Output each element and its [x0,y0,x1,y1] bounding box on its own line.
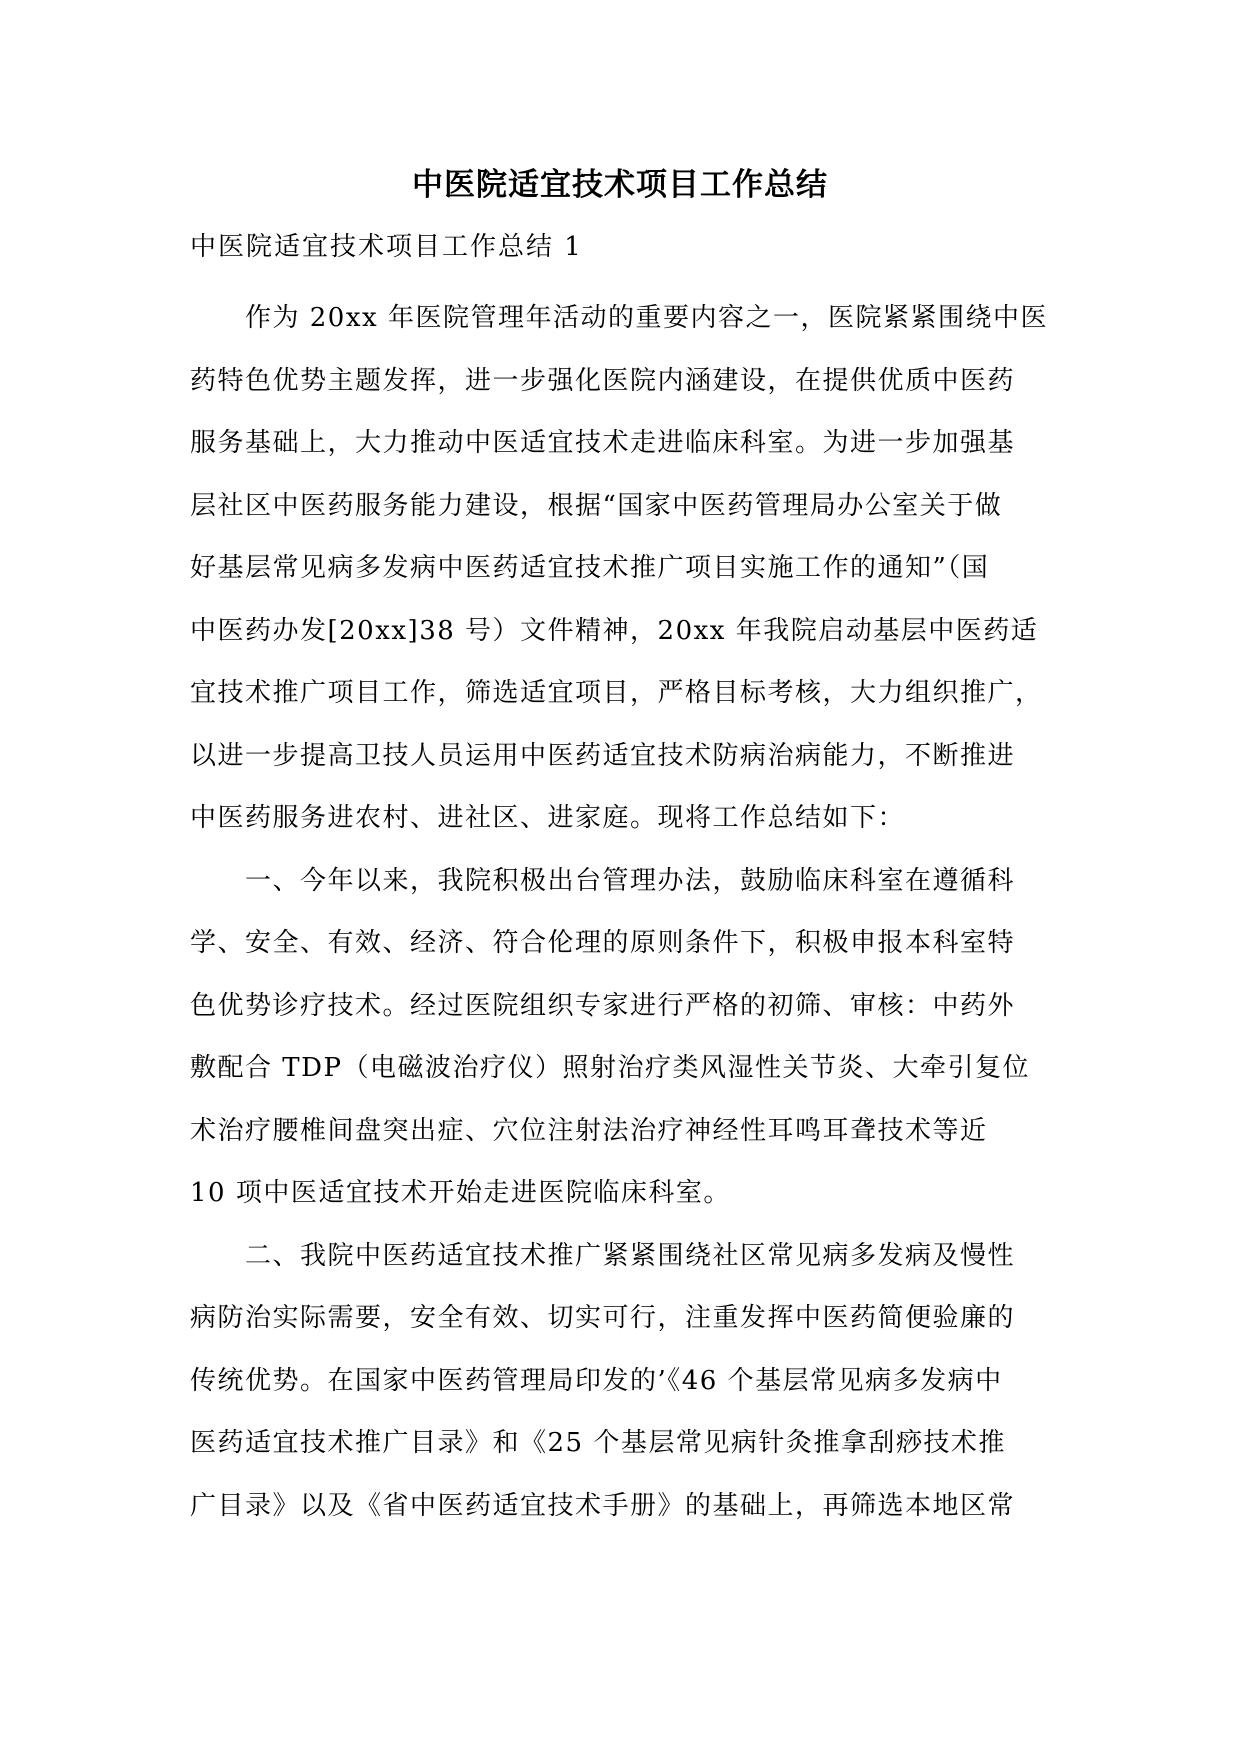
paragraph-line: 以进一步提高卫技人员运用中医药适宜技术防病治病能力，不断推进 [190,740,1016,771]
paragraph-line: 好基层常见病多发病中医药适宜技术推广项目实施工作的通知”（国 [190,553,990,583]
paragraph-line: 传统优势。在国家中医药管理局印发的’《46 个基层常见病多发病中 [190,1365,1003,1396]
paragraph [190,287,1054,850]
paragraph-line: 术治疗腰椎间盘突出症、穴位注射法治疗神经性耳鸣耳聋技术等近 [190,1115,988,1146]
paragraph-line: 作为 20xx 年医院管理年活动的重要内容之一，医院紧紧围绕中医 [190,303,1048,333]
paragraph-line: 药特色优势主题发挥，进一步强化医院内涵建设，在提供优质中医药 [190,365,1016,396]
paragraph-line: 色优势诊疗技术。经过医院组织专家进行严格的初筛、审核：中药外 [190,990,1016,1021]
paragraph-line: 中医药办发[20xx]38 号）文件精神，20xx 年我院启动基层中医药适 [190,615,1039,646]
document-body [190,287,1054,1537]
paragraph-line: 广目录》以及《省中医药适宜技术手册》的基础上，再筛选本地区常 [190,1490,1016,1521]
paragraph-line: 学、安全、有效、经济、符合伦理的原则条件下，积极申报本科室特 [190,928,1016,958]
paragraph-line: 中医药服务进农村、进社区、进家庭。现将工作总结如下： [190,803,906,833]
paragraph-line: 一、今年以来，我院积极出台管理办法，鼓励临床科室在遵循科 [190,865,1016,896]
paragraph [190,1225,1054,1538]
document-title: 中医院适宜技术项目工作总结 [412,167,828,203]
paragraph [190,850,1054,1225]
paragraph-line: 宜技术推广项目工作，筛选适宜项目，严格目标考核，大力组织推广， [190,678,1043,708]
paragraph-line: 敷配合 TDP（电磁波治疗仪）照射治疗类风湿性关节炎、大牵引复位 [190,1053,1030,1083]
paragraph-line: 10 项中医适宜技术开始走进医院临床科室。 [190,1178,731,1208]
paragraph-line: 服务基础上，大力推动中医适宜技术走进临床科室。为进一步加强基 [190,428,1016,458]
section-heading: 中医院适宜技术项目工作总结 1 [190,232,583,262]
paragraph-line: 医药适宜技术推广目录》和《25 个基层常见病针灸推拿刮痧技术推 [190,1428,1006,1458]
paragraph-line: 病防治实际需要，安全有效、切实可行，注重发挥中医药简便验廉的 [190,1303,1016,1333]
paragraph-line: 层社区中医药服务能力建设，根据“国家中医药管理局办公室关于做 [190,490,1003,521]
paragraph-line: 二、我院中医药适宜技术推广紧紧围绕社区常见病多发病及慢性 [190,1240,1016,1271]
